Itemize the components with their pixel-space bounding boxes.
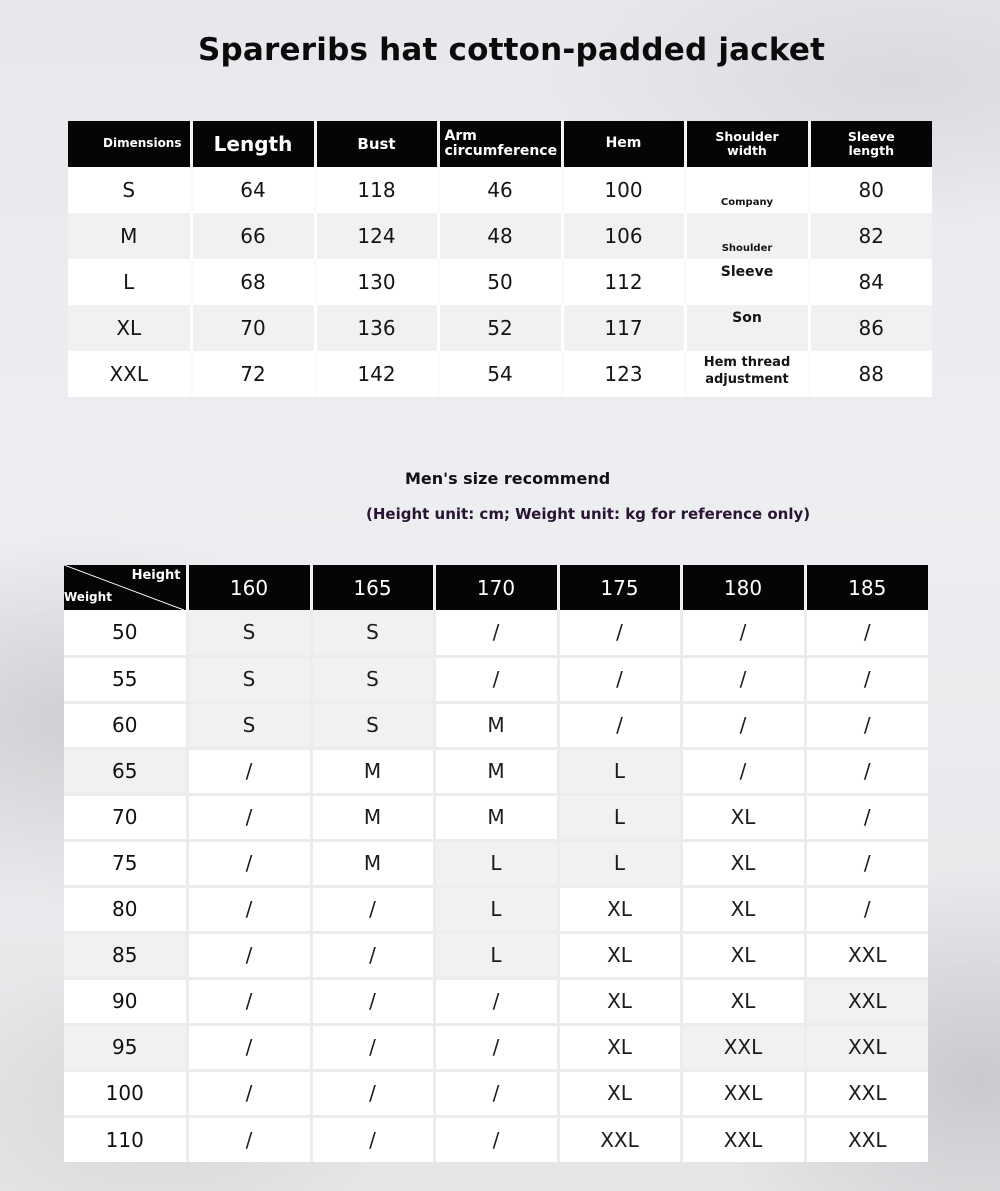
size-cell: / bbox=[805, 702, 928, 748]
size-cell: / bbox=[311, 886, 434, 932]
corner-weight-label: Weight bbox=[64, 590, 112, 604]
size-cell: / bbox=[187, 1116, 311, 1162]
recommend-row bbox=[64, 748, 928, 794]
cell-length: 64 bbox=[191, 167, 315, 213]
size-cell: L bbox=[558, 840, 681, 886]
cell-hem: 106 bbox=[562, 213, 685, 259]
cell-length: 66 bbox=[191, 213, 315, 259]
size-cell: M bbox=[311, 794, 434, 840]
size-cell: / bbox=[681, 656, 805, 702]
size-cell: XXL bbox=[805, 1070, 928, 1116]
size-cell: XXL bbox=[681, 1116, 805, 1162]
size-cell: / bbox=[187, 932, 311, 978]
weight-cell: 90 bbox=[64, 978, 187, 1024]
size-cell: XL bbox=[681, 886, 805, 932]
cell-note: Shoulder bbox=[685, 213, 809, 259]
size-cell: XXL bbox=[805, 1024, 928, 1070]
size-cell: / bbox=[311, 932, 434, 978]
cell-hem: 112 bbox=[562, 259, 685, 305]
size-cell: / bbox=[187, 1070, 311, 1116]
cell-arm: 52 bbox=[438, 305, 562, 351]
size-cell: XL bbox=[558, 1070, 681, 1116]
size-row-m bbox=[68, 213, 932, 259]
header-dimensions: Dimensions bbox=[68, 121, 191, 167]
size-cell: M bbox=[434, 702, 558, 748]
weight-cell: 70 bbox=[64, 794, 187, 840]
size-cell: L bbox=[434, 886, 558, 932]
cell-note: Sleeve bbox=[685, 259, 809, 305]
size-cell: XL bbox=[558, 932, 681, 978]
header-hem: Hem bbox=[562, 121, 685, 167]
height-header: 185 bbox=[805, 565, 928, 610]
cell-bust: 124 bbox=[315, 213, 438, 259]
size-cell: XL bbox=[681, 978, 805, 1024]
size-cell: / bbox=[681, 702, 805, 748]
size-cell: XXL bbox=[805, 1116, 928, 1162]
page-title: Spareribs hat cotton-padded jacket bbox=[198, 32, 826, 68]
weight-cell: 60 bbox=[64, 702, 187, 748]
cell-sleeve: 84 bbox=[809, 259, 932, 305]
size-cell: / bbox=[187, 748, 311, 794]
size-cell: / bbox=[681, 748, 805, 794]
cell-bust: 136 bbox=[315, 305, 438, 351]
size-cell: / bbox=[805, 794, 928, 840]
corner-header bbox=[64, 565, 187, 610]
header-sleeve-length bbox=[809, 121, 932, 167]
size-cell: XL bbox=[681, 932, 805, 978]
cell-sleeve: 88 bbox=[809, 351, 932, 397]
cell-size: XL bbox=[68, 305, 191, 351]
recommend-row bbox=[64, 932, 928, 978]
size-cell: L bbox=[434, 840, 558, 886]
size-cell: M bbox=[311, 748, 434, 794]
cell-length: 72 bbox=[191, 351, 315, 397]
cell-arm: 54 bbox=[438, 351, 562, 397]
size-cell: XL bbox=[558, 886, 681, 932]
size-cell: L bbox=[558, 748, 681, 794]
cell-sleeve: 82 bbox=[809, 213, 932, 259]
header-shoulder-line1: Shoulder bbox=[715, 129, 779, 145]
recommend-row bbox=[64, 794, 928, 840]
recommend-row bbox=[64, 1116, 928, 1162]
height-header: 175 bbox=[558, 565, 681, 610]
height-header: 160 bbox=[187, 565, 311, 610]
size-cell: / bbox=[187, 794, 311, 840]
cell-bust: 130 bbox=[315, 259, 438, 305]
size-row-l bbox=[68, 259, 932, 305]
cell-hem: 117 bbox=[562, 305, 685, 351]
size-cell: / bbox=[311, 1070, 434, 1116]
weight-cell: 100 bbox=[64, 1070, 187, 1116]
header-sleeve-line2: length bbox=[848, 143, 894, 158]
size-cell: / bbox=[311, 1116, 434, 1162]
size-cell: / bbox=[434, 610, 558, 656]
size-cell: / bbox=[434, 1024, 558, 1070]
weight-cell: 65 bbox=[64, 748, 187, 794]
weight-cell: 75 bbox=[64, 840, 187, 886]
weight-cell: 85 bbox=[64, 932, 187, 978]
size-cell: XL bbox=[558, 978, 681, 1024]
recommend-title: Men's size recommend bbox=[405, 469, 611, 488]
size-cell: L bbox=[558, 794, 681, 840]
size-cell: S bbox=[311, 656, 434, 702]
size-cell: S bbox=[311, 610, 434, 656]
cell-arm: 48 bbox=[438, 213, 562, 259]
cell-arm: 50 bbox=[438, 259, 562, 305]
size-chart-header-row bbox=[68, 121, 932, 167]
size-cell: / bbox=[434, 656, 558, 702]
weight-cell: 55 bbox=[64, 656, 187, 702]
size-cell: / bbox=[558, 656, 681, 702]
recommend-subtitle: (Height unit: cm; Weight unit: kg for reference only) bbox=[366, 505, 811, 523]
size-cell: M bbox=[434, 748, 558, 794]
header-bust: Bust bbox=[315, 121, 438, 167]
recommend-row bbox=[64, 656, 928, 702]
size-cell: / bbox=[434, 978, 558, 1024]
cell-sleeve: 86 bbox=[809, 305, 932, 351]
cell-size: XXL bbox=[68, 351, 191, 397]
size-cell: / bbox=[805, 748, 928, 794]
size-cell: / bbox=[805, 840, 928, 886]
size-cell: / bbox=[187, 978, 311, 1024]
header-arm-line2: circumference bbox=[444, 143, 558, 159]
size-cell: XL bbox=[681, 840, 805, 886]
size-recommend-table bbox=[64, 565, 928, 1162]
size-cell: L bbox=[434, 932, 558, 978]
size-cell: / bbox=[681, 610, 805, 656]
recommend-row bbox=[64, 978, 928, 1024]
cell-bust: 118 bbox=[315, 167, 438, 213]
weight-cell: 50 bbox=[64, 610, 187, 656]
height-header: 170 bbox=[434, 565, 558, 610]
size-cell: S bbox=[311, 702, 434, 748]
size-cell: / bbox=[558, 702, 681, 748]
size-cell: / bbox=[558, 610, 681, 656]
height-header: 180 bbox=[681, 565, 805, 610]
cell-arm: 46 bbox=[438, 167, 562, 213]
size-cell: XXL bbox=[805, 932, 928, 978]
size-cell: XXL bbox=[681, 1024, 805, 1070]
cell-length: 70 bbox=[191, 305, 315, 351]
recommend-row bbox=[64, 1070, 928, 1116]
size-chart-table bbox=[68, 121, 932, 397]
cell-sleeve: 80 bbox=[809, 167, 932, 213]
cell-length: 68 bbox=[191, 259, 315, 305]
cell-note bbox=[685, 351, 809, 397]
size-cell: XXL bbox=[558, 1116, 681, 1162]
header-length: Length bbox=[191, 121, 315, 167]
size-cell: S bbox=[187, 610, 311, 656]
recommend-row bbox=[64, 702, 928, 748]
cell-note: Company bbox=[685, 167, 809, 213]
size-cell: S bbox=[187, 656, 311, 702]
note-line1: Hem thread bbox=[703, 355, 791, 371]
size-cell: / bbox=[311, 1024, 434, 1070]
size-cell: / bbox=[805, 886, 928, 932]
cell-hem: 123 bbox=[562, 351, 685, 397]
size-cell: / bbox=[805, 610, 928, 656]
size-cell: XXL bbox=[805, 978, 928, 1024]
size-cell: / bbox=[187, 840, 311, 886]
size-cell: / bbox=[434, 1116, 558, 1162]
size-cell: XL bbox=[558, 1024, 681, 1070]
size-row-xxl bbox=[68, 351, 932, 397]
header-shoulder-line2: width bbox=[727, 143, 767, 158]
size-cell: S bbox=[187, 702, 311, 748]
cell-hem: 100 bbox=[562, 167, 685, 213]
height-header: 165 bbox=[311, 565, 434, 610]
size-cell: / bbox=[187, 1024, 311, 1070]
cell-bust: 142 bbox=[315, 351, 438, 397]
size-cell: / bbox=[805, 656, 928, 702]
size-cell: XXL bbox=[681, 1070, 805, 1116]
size-cell: / bbox=[187, 886, 311, 932]
recommend-row bbox=[64, 610, 928, 656]
cell-note: Son bbox=[685, 305, 809, 351]
recommend-header-row bbox=[64, 565, 928, 610]
recommend-row bbox=[64, 886, 928, 932]
size-cell: M bbox=[311, 840, 434, 886]
header-arm-circumference bbox=[438, 121, 562, 167]
cell-size: M bbox=[68, 213, 191, 259]
recommend-row bbox=[64, 840, 928, 886]
size-cell: XL bbox=[681, 794, 805, 840]
weight-cell: 95 bbox=[64, 1024, 187, 1070]
cell-size: S bbox=[68, 167, 191, 213]
size-cell: / bbox=[434, 1070, 558, 1116]
recommend-row bbox=[64, 1024, 928, 1070]
recommend-body bbox=[64, 610, 928, 1162]
corner-height-label: Height bbox=[131, 568, 181, 583]
size-cell: M bbox=[434, 794, 558, 840]
size-row-s bbox=[68, 167, 932, 213]
header-sleeve-line1: Sleeve bbox=[847, 129, 895, 145]
weight-cell: 80 bbox=[64, 886, 187, 932]
cell-size: L bbox=[68, 259, 191, 305]
header-arm-line1: Arm bbox=[444, 127, 477, 144]
weight-cell: 110 bbox=[64, 1116, 187, 1162]
note-line2: adjustment bbox=[705, 372, 789, 387]
size-row-xl bbox=[68, 305, 932, 351]
header-shoulder-width bbox=[685, 121, 809, 167]
size-cell: / bbox=[311, 978, 434, 1024]
